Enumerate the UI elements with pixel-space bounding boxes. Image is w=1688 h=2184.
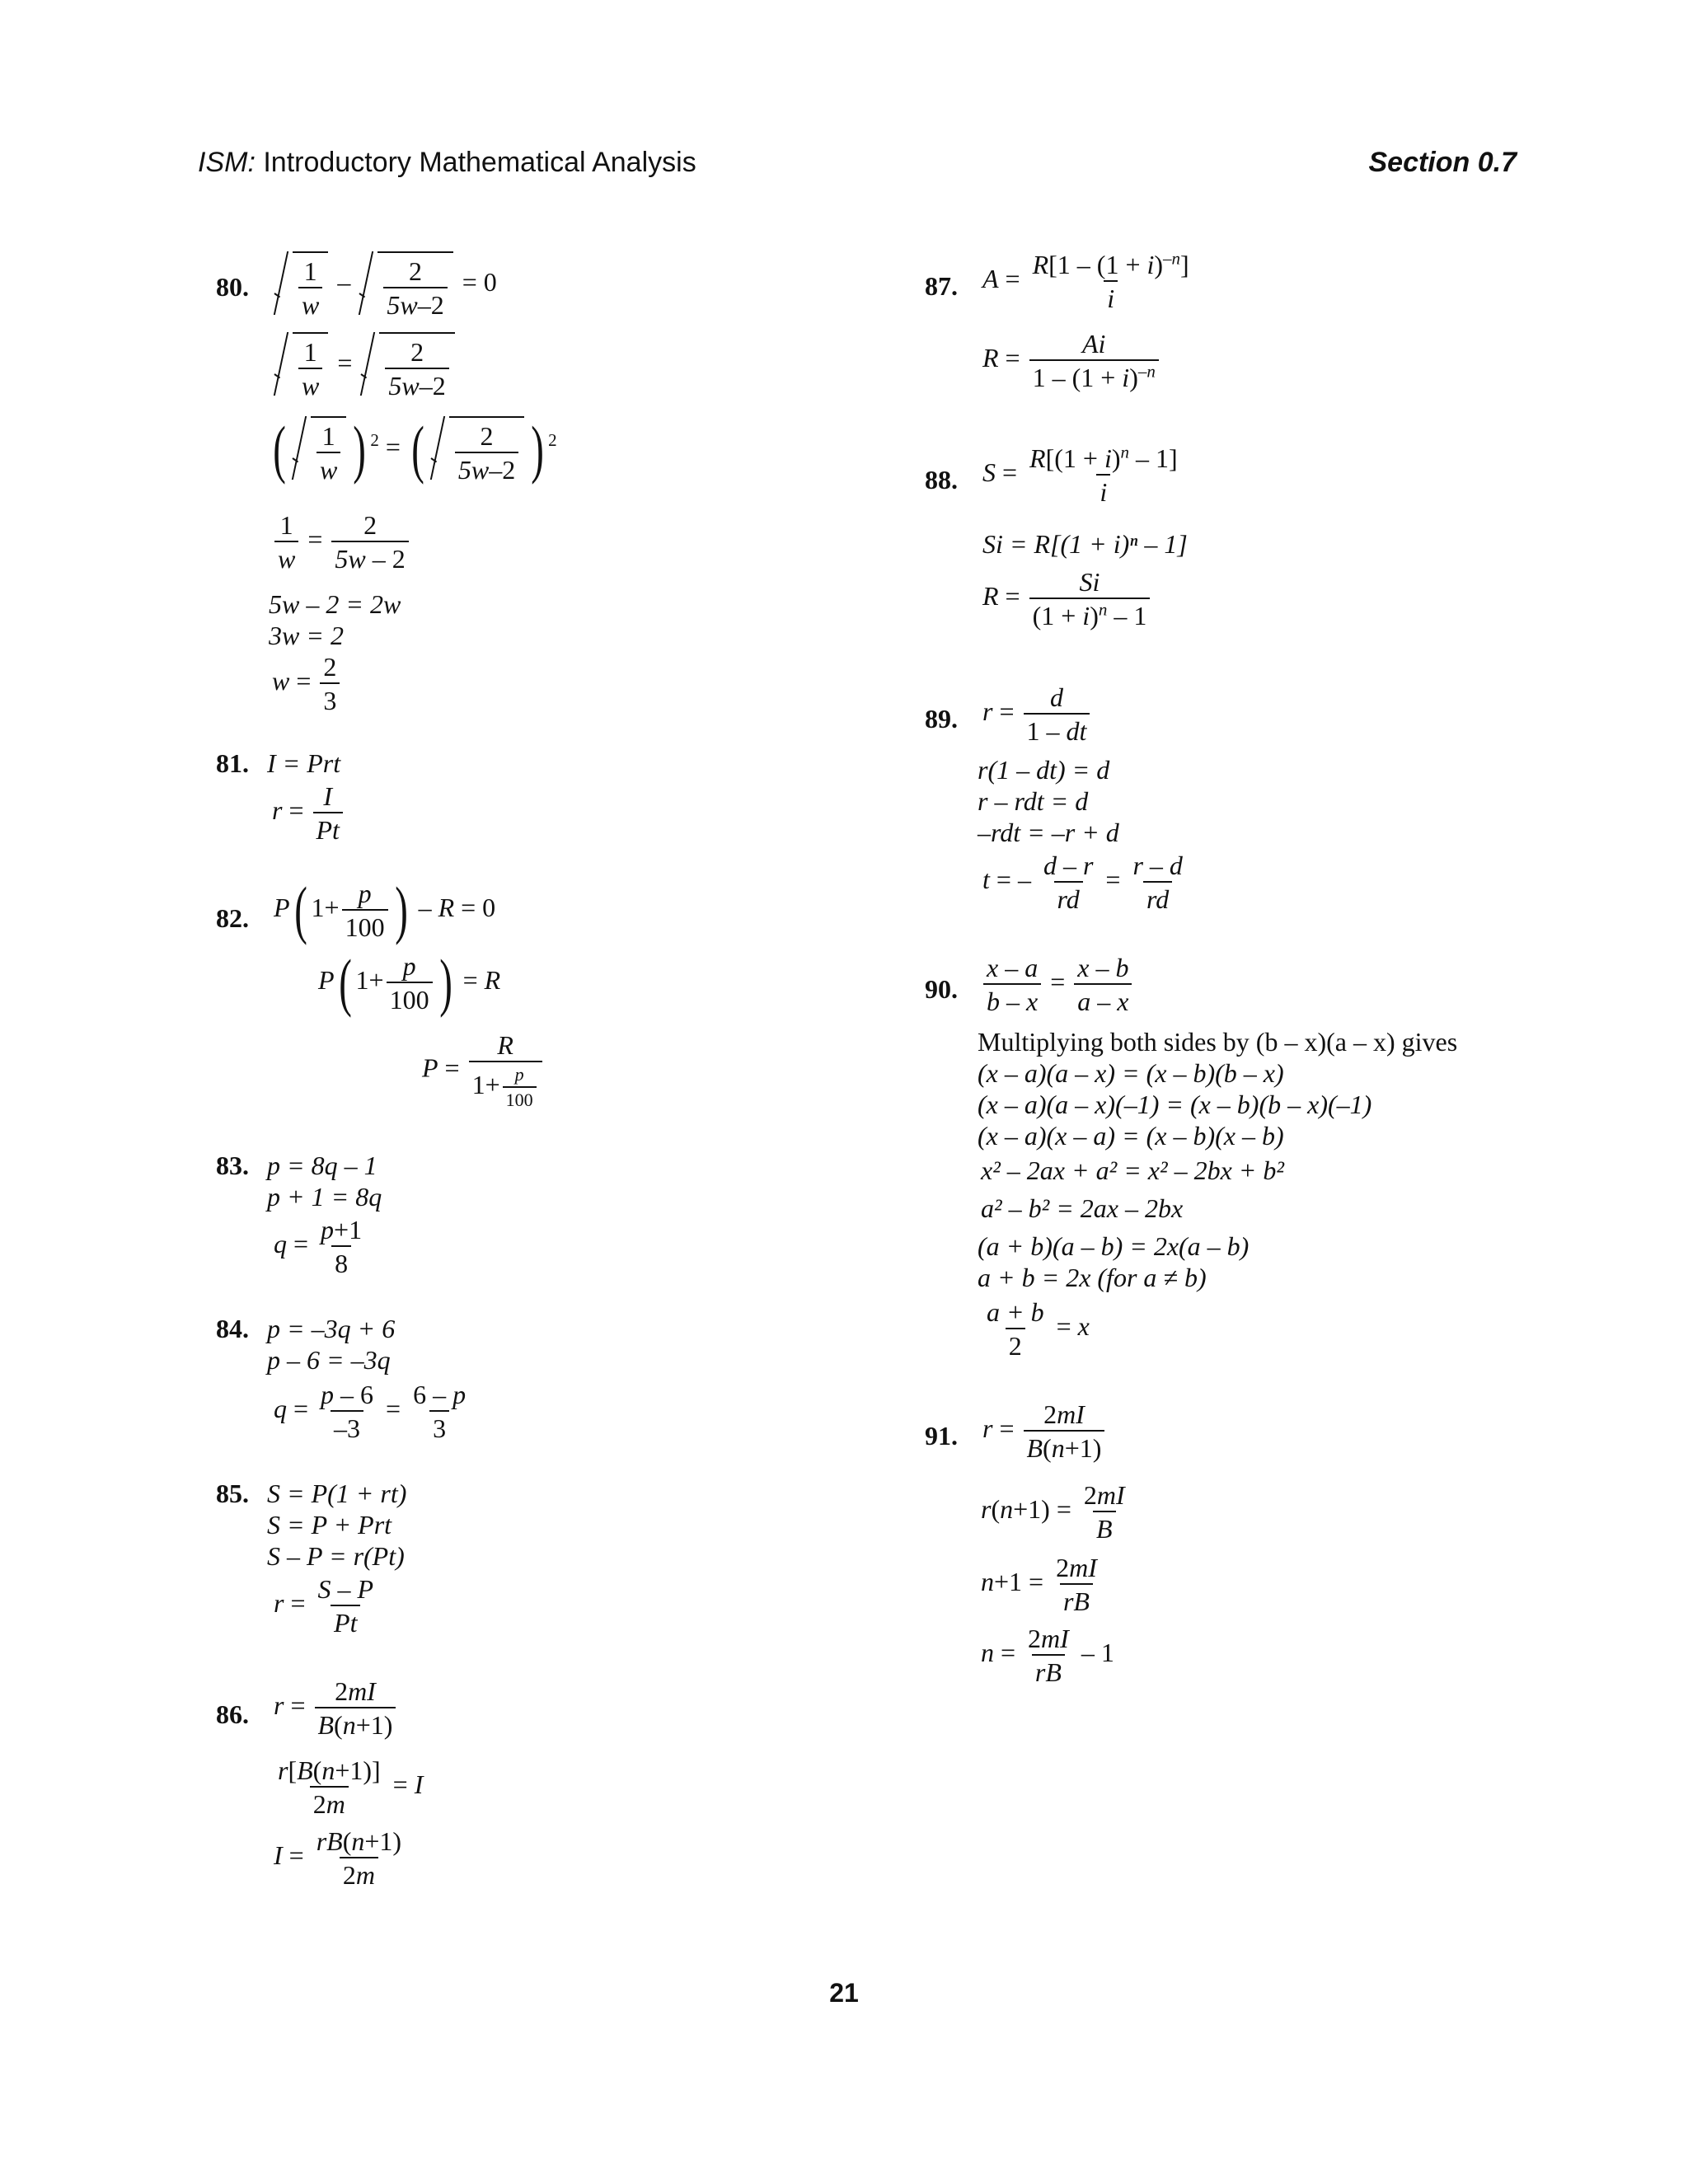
problem-80	[216, 251, 595, 729]
equation-line: (a + b)(a – b) = 2x(a – b)	[978, 1231, 1250, 1261]
equation-line: S = P(1 + rt)	[267, 1479, 407, 1508]
problem-number: 82.	[216, 903, 249, 933]
problem-90	[925, 954, 1502, 1383]
explanation-text: Multiplying both sides by (b – x)(a – x) gives	[978, 1027, 1458, 1057]
problem-89	[925, 684, 1271, 931]
equation-line: (x – a)(a – x)(–1) = (x – b)(b – x)(–1)	[978, 1090, 1372, 1119]
equation-line: $\frac{x - a}{b - x}$ = $\frac{x - b}{a - x}$	[981, 954, 1134, 1015]
equation-line: x² – 2ax + a² = x² – 2bx + b²	[981, 1155, 1284, 1185]
equation-line: I = Prt	[267, 748, 341, 778]
equation-line: (x – a)(a – x) = (x – b)(b – x)	[978, 1058, 1284, 1088]
equation-line: w = $\frac{2}{3}$	[272, 654, 342, 714]
equation-line: P( 1+ $\frac{p}{100}$ ) – R = 0	[274, 874, 496, 946]
equation-line: a² – b² = 2ax – 2bx	[981, 1193, 1184, 1223]
problem-number: 84.	[216, 1314, 249, 1343]
problem-number: 83.	[216, 1151, 249, 1180]
equation-line: p + 1 = 8q	[267, 1182, 382, 1212]
equation-line: t = – $\frac{d - r}{rd}$ = $\frac{r - d}{rd}$	[982, 851, 1183, 914]
equation-line: S – P = r(Pt)	[267, 1541, 405, 1571]
problem-85	[216, 1480, 546, 1653]
problem-number: 80.	[216, 272, 249, 302]
equation-line: r = $\frac{S - P}{Pt}$	[274, 1574, 374, 1638]
equation-line: p – 6 = –3q	[267, 1345, 391, 1375]
header-title: ISM: Introductory Mathematical Analysis	[198, 147, 696, 178]
equation-line: a + b = 2x (for a ≠ b)	[978, 1263, 1207, 1292]
equation-line: I = $\frac{rB(n+1)}{2m}$	[274, 1826, 402, 1890]
equation-line: (x – a)(x – a) = (x – b)(x – b)	[978, 1121, 1284, 1151]
equation-line: q = $\frac{p+1}{8}$	[274, 1215, 363, 1278]
equation-line: r(1 – dt) = d	[978, 755, 1110, 785]
equation-line: $\frac{1}{w}$ – $\frac{2}{5w-2}$ = 0	[272, 251, 497, 318]
equation-line: r(n+1) = $\frac{2mI}{B}$	[981, 1480, 1125, 1544]
equation-line: R = $\frac{Ai}{1 - (1 + i)^{-n}}$	[982, 330, 1161, 391]
equation-line: p = 8q – 1	[267, 1151, 377, 1180]
page-number: 21	[829, 1978, 859, 2008]
equation-line: P = R 1+ $\frac{p}{100}$	[422, 1032, 545, 1109]
equation-line: r = $\frac{d}{1 - dt}$	[982, 684, 1092, 744]
equation-line: r – rdt = d	[978, 786, 1089, 816]
equation-line: n = $\frac{2mI}{rB}$ – 1	[981, 1624, 1114, 1687]
equation-line: p = –3q + 6	[267, 1314, 396, 1343]
equation-line: A = $\frac{R[1 - (1 + i)^{-n}]}{i}$	[982, 248, 1189, 313]
equation-line: P( 1+ $\frac{p}{100}$ ) = R	[318, 946, 501, 1019]
equation-line: r = $\frac{2mI}{B(n+1)}$	[982, 1401, 1107, 1461]
equation-line: R = $\frac{Si}{(1 + i)^n - 1}$	[982, 569, 1152, 629]
problem-number: 81.	[216, 748, 249, 778]
equation-line: S = $\frac{R[(1 + i)^n - 1]}{i}$	[982, 442, 1178, 507]
problem-83	[216, 1152, 546, 1284]
problem-88	[925, 442, 1271, 643]
problem-number: 88.	[925, 465, 958, 494]
equation-line: $\frac{1}{w}$ = $\frac{2}{5w-2}$	[272, 332, 457, 399]
equation-line: r = $\frac{I}{Pt}$	[272, 783, 345, 843]
equation-line: q = $\frac{p - 6}{-3}$ = $\frac{6 - p}{3}$	[274, 1380, 467, 1443]
header-section: Section 0.7	[1368, 147, 1517, 178]
problem-87	[925, 248, 1271, 416]
equation-line: 3w = 2	[269, 621, 344, 650]
problem-86	[216, 1678, 546, 1925]
equation-line: Si = R[(1 + i)ⁿ – 1]	[982, 529, 1188, 559]
problem-number: 85.	[216, 1479, 249, 1508]
equation-line: $\frac{r[B(n+1)]}{2m}$ = I	[278, 1755, 424, 1819]
equation-line: S = P + Prt	[267, 1510, 392, 1540]
problem-number: 87.	[925, 271, 958, 301]
problem-number: 90.	[925, 974, 958, 1004]
problem-82	[216, 874, 628, 1127]
equation-line: 5w – 2 = 2w	[269, 589, 401, 619]
problem-number: 91.	[925, 1421, 958, 1451]
equation-line: $\frac{a + b}{2}$ = x	[987, 1297, 1090, 1361]
problem-84	[216, 1315, 546, 1455]
equation-line: –rdt = –r + d	[978, 818, 1119, 847]
equation-line: ( $\frac{1}{w}$ ) $^2$ = ( $\frac{2}{5w-2}$ ) $^2$	[273, 413, 557, 485]
problem-91	[925, 1401, 1271, 1706]
equation-line: r = $\frac{2mI}{B(n+1)}$	[274, 1678, 398, 1738]
equation-line: $\frac{1}{w}$ = $\frac{2}{5w - 2}$	[272, 512, 411, 572]
problem-81	[216, 748, 546, 855]
problem-number: 89.	[925, 704, 958, 733]
problem-number: 86.	[216, 1699, 249, 1729]
equation-line: n+1 = $\frac{2mI}{rB}$	[981, 1553, 1097, 1616]
